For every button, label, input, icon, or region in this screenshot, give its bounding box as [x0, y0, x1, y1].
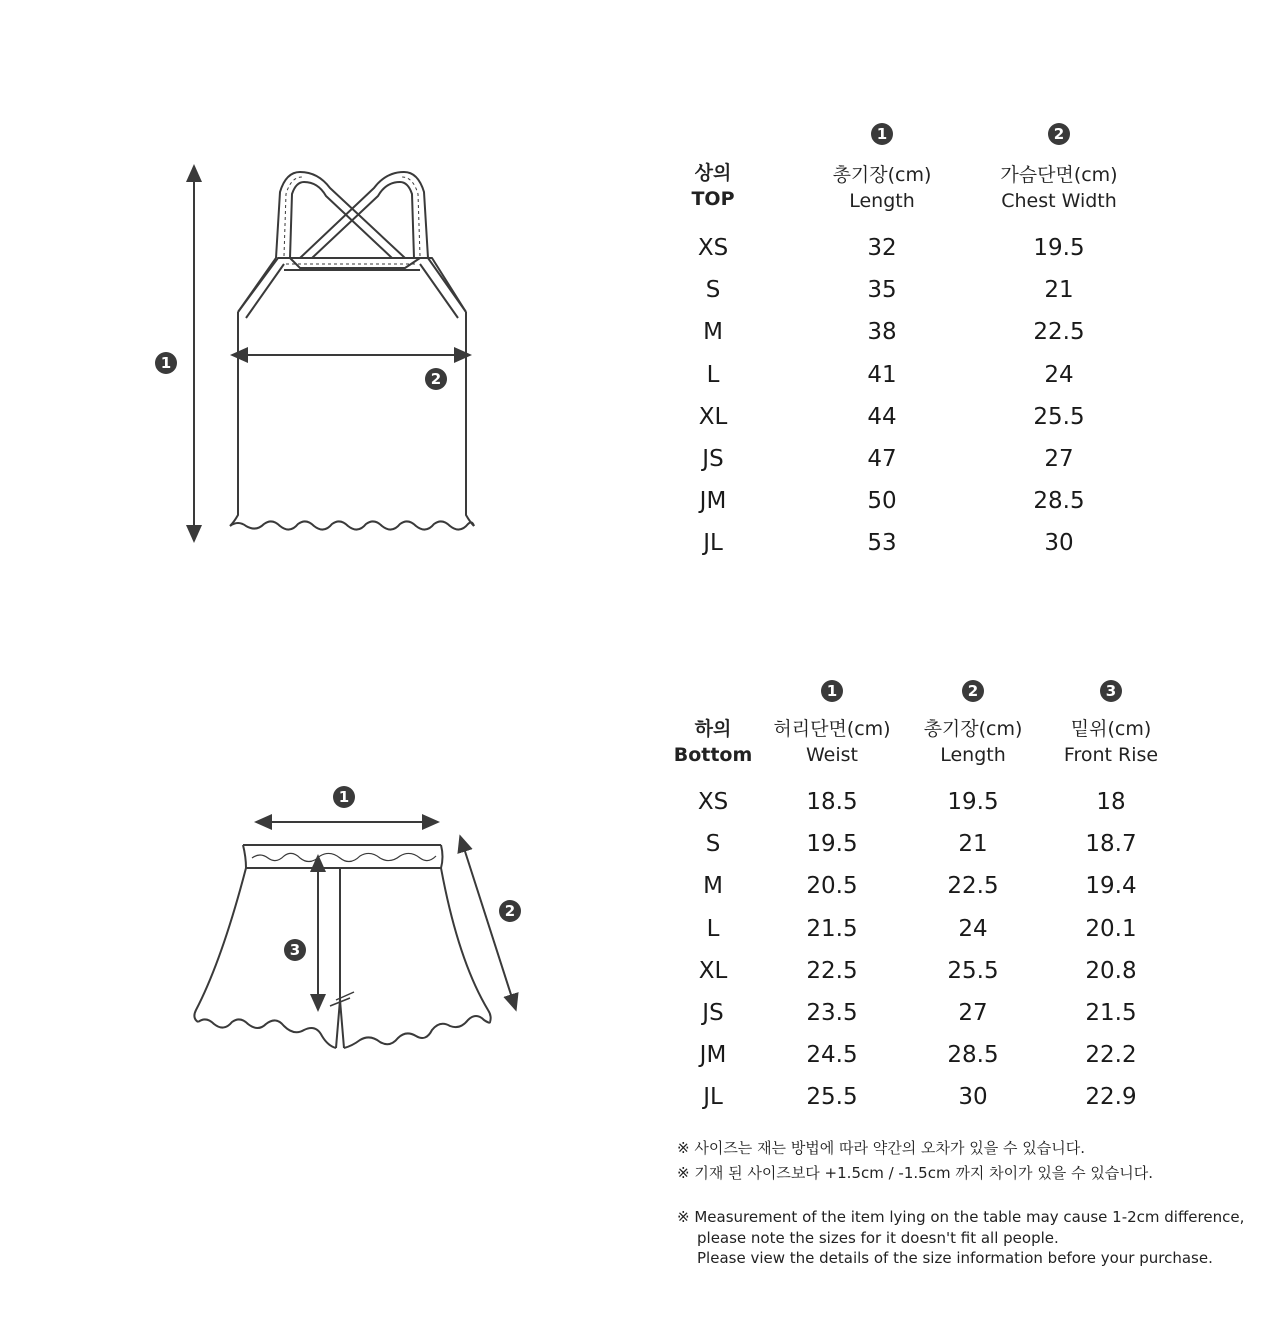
marker-bottom-2: 2: [499, 900, 521, 922]
top-header-ko: 상의: [694, 162, 732, 184]
bottom-table-row-value: 22.2: [1085, 1042, 1137, 1069]
bottom-table-row-value: 30: [958, 1084, 988, 1111]
top-table-row-value: 41: [867, 361, 897, 388]
bottom-col1-marker: 1: [821, 680, 843, 702]
bottom-table-row-size: JM: [699, 1042, 727, 1069]
bottom-col3-en: Front Rise: [1063, 744, 1159, 766]
bottom-table-row-value: 23.5: [806, 1000, 858, 1026]
note-ko-2: ※ 기재 된 사이즈보다 +1.5cm / -1.5cm 까지 차이가 있을 수 있습니다.: [677, 1164, 1154, 1182]
top-table-row-value: 50: [867, 488, 897, 515]
bottom-table-row-value: 20.8: [1085, 957, 1137, 984]
top-table-row-value: 44: [867, 403, 897, 430]
bottom-table-row-value: 25.5: [947, 957, 999, 984]
bottom-table-row-value: 22.5: [806, 957, 858, 984]
bottom-table-row-size: XS: [697, 789, 729, 815]
top-table-row-value: 35: [867, 277, 897, 304]
bottom-col3-marker: 3: [1100, 680, 1122, 702]
top-garment-sketch: [230, 172, 474, 530]
bottom-table-row-value: 18: [1096, 789, 1126, 815]
top-col2-marker: 2: [1048, 123, 1070, 145]
top-table-row-value: 25.5: [1033, 403, 1085, 430]
bottom-table-row-value: 18.5: [806, 789, 858, 815]
notes-english: [677, 1207, 1244, 1269]
top-table-row-value: 19.5: [1033, 235, 1085, 261]
top-table-row-value: 27: [1044, 446, 1074, 472]
note-en-2: please note the sizes for it doesn't fit all people.: [697, 1228, 1059, 1247]
marker-bottom-1: 1: [333, 786, 355, 808]
bottom-col1-ko: 허리단면(cm): [773, 718, 891, 740]
bottom-table-row-value: 24: [958, 915, 988, 942]
top-header-en: TOP: [691, 188, 735, 210]
note-en-1: ※ Measurement of the item lying on the table may cause 1-2cm difference,: [677, 1208, 1245, 1226]
bottom-col2-ko: 총기장(cm): [923, 718, 1023, 740]
bottom-table-row-value: 18.7: [1085, 831, 1137, 858]
bottom-table-row-value: 28.5: [947, 1042, 999, 1069]
bottom-col2-marker: 2: [962, 680, 984, 702]
bottom-table-row-value: 20.1: [1085, 915, 1137, 942]
bottom-table-row-value: 21.5: [1085, 1000, 1137, 1026]
bottom-col1-en: Weist: [806, 744, 858, 766]
bottom-length-arrow: [462, 842, 514, 1004]
top-table-row-value: 28.5: [1033, 488, 1085, 515]
bottom-table-row-value: 25.5: [806, 1084, 858, 1111]
bottom-col3-ko: 밑위(cm): [1070, 718, 1152, 740]
top-table-row-size: XS: [697, 235, 729, 261]
bottom-table-row-value: 21: [958, 831, 988, 858]
notes-korean: [677, 1136, 1153, 1186]
note-ko-1: ※ 사이즈는 재는 방법에 따라 약간의 오차가 있을 수 있습니다.: [677, 1139, 1086, 1157]
bottom-table-row-value: 22.5: [947, 873, 999, 900]
bottom-table-row-value: 20.5: [806, 873, 858, 900]
top-table-row-value: 38: [867, 319, 897, 346]
marker-top-2: 2: [425, 368, 447, 390]
top-col1-marker: 1: [871, 123, 893, 145]
top-table-row-size: JS: [702, 446, 724, 472]
top-table-row-size: JM: [699, 488, 727, 515]
bottom-table-row-value: 19.4: [1085, 873, 1137, 900]
top-table-row-value: 53: [867, 530, 897, 557]
bottom-table-row-value: 24.5: [806, 1042, 858, 1069]
top-table-row-size: JL: [703, 530, 723, 557]
bottom-table-row-size: M: [703, 873, 723, 900]
note-en-3: Please view the details of the size information before your purchase.: [697, 1249, 1213, 1267]
top-col2-en: Chest Width: [1001, 190, 1117, 212]
top-table-row-value: 30: [1044, 530, 1074, 557]
bottom-header-en: Bottom: [673, 744, 753, 766]
bottom-table-row-value: 27: [958, 1000, 988, 1026]
top-table-row-value: 47: [867, 446, 897, 472]
marker-top-1: 1: [155, 352, 177, 374]
top-table-row-value: 21: [1044, 277, 1074, 304]
bottom-garment-sketch: [194, 845, 490, 1048]
bottom-table-row-size: S: [705, 831, 721, 858]
top-table-row-size: M: [703, 319, 723, 346]
top-table-row-value: 22.5: [1033, 319, 1085, 346]
top-table-row-value: 24: [1044, 361, 1074, 388]
bottom-table-row-value: 19.5: [947, 789, 999, 815]
bottom-table-row-size: L: [706, 915, 720, 942]
marker-bottom-3: 3: [284, 939, 306, 961]
top-col2-ko: 가슴단면(cm): [1000, 164, 1118, 186]
top-col1-ko: 총기장(cm): [832, 164, 932, 186]
bottom-table-row-value: 22.9: [1085, 1084, 1137, 1111]
top-table-row-size: L: [706, 361, 720, 388]
top-table-row-size: S: [705, 277, 721, 304]
top-table-row-size: XL: [698, 403, 728, 430]
bottom-table-row-size: JL: [703, 1084, 723, 1111]
bottom-table-row-value: 19.5: [806, 831, 858, 858]
bottom-col2-en: Length: [940, 744, 1006, 766]
bottom-table-row-size: JS: [702, 1000, 724, 1026]
top-col1-en: Length: [849, 190, 915, 212]
bottom-table-row-size: XL: [698, 957, 728, 984]
top-table-row-value: 32: [867, 235, 897, 261]
bottom-header-ko: 하의: [694, 718, 732, 740]
bottom-table-row-value: 21.5: [806, 915, 858, 942]
